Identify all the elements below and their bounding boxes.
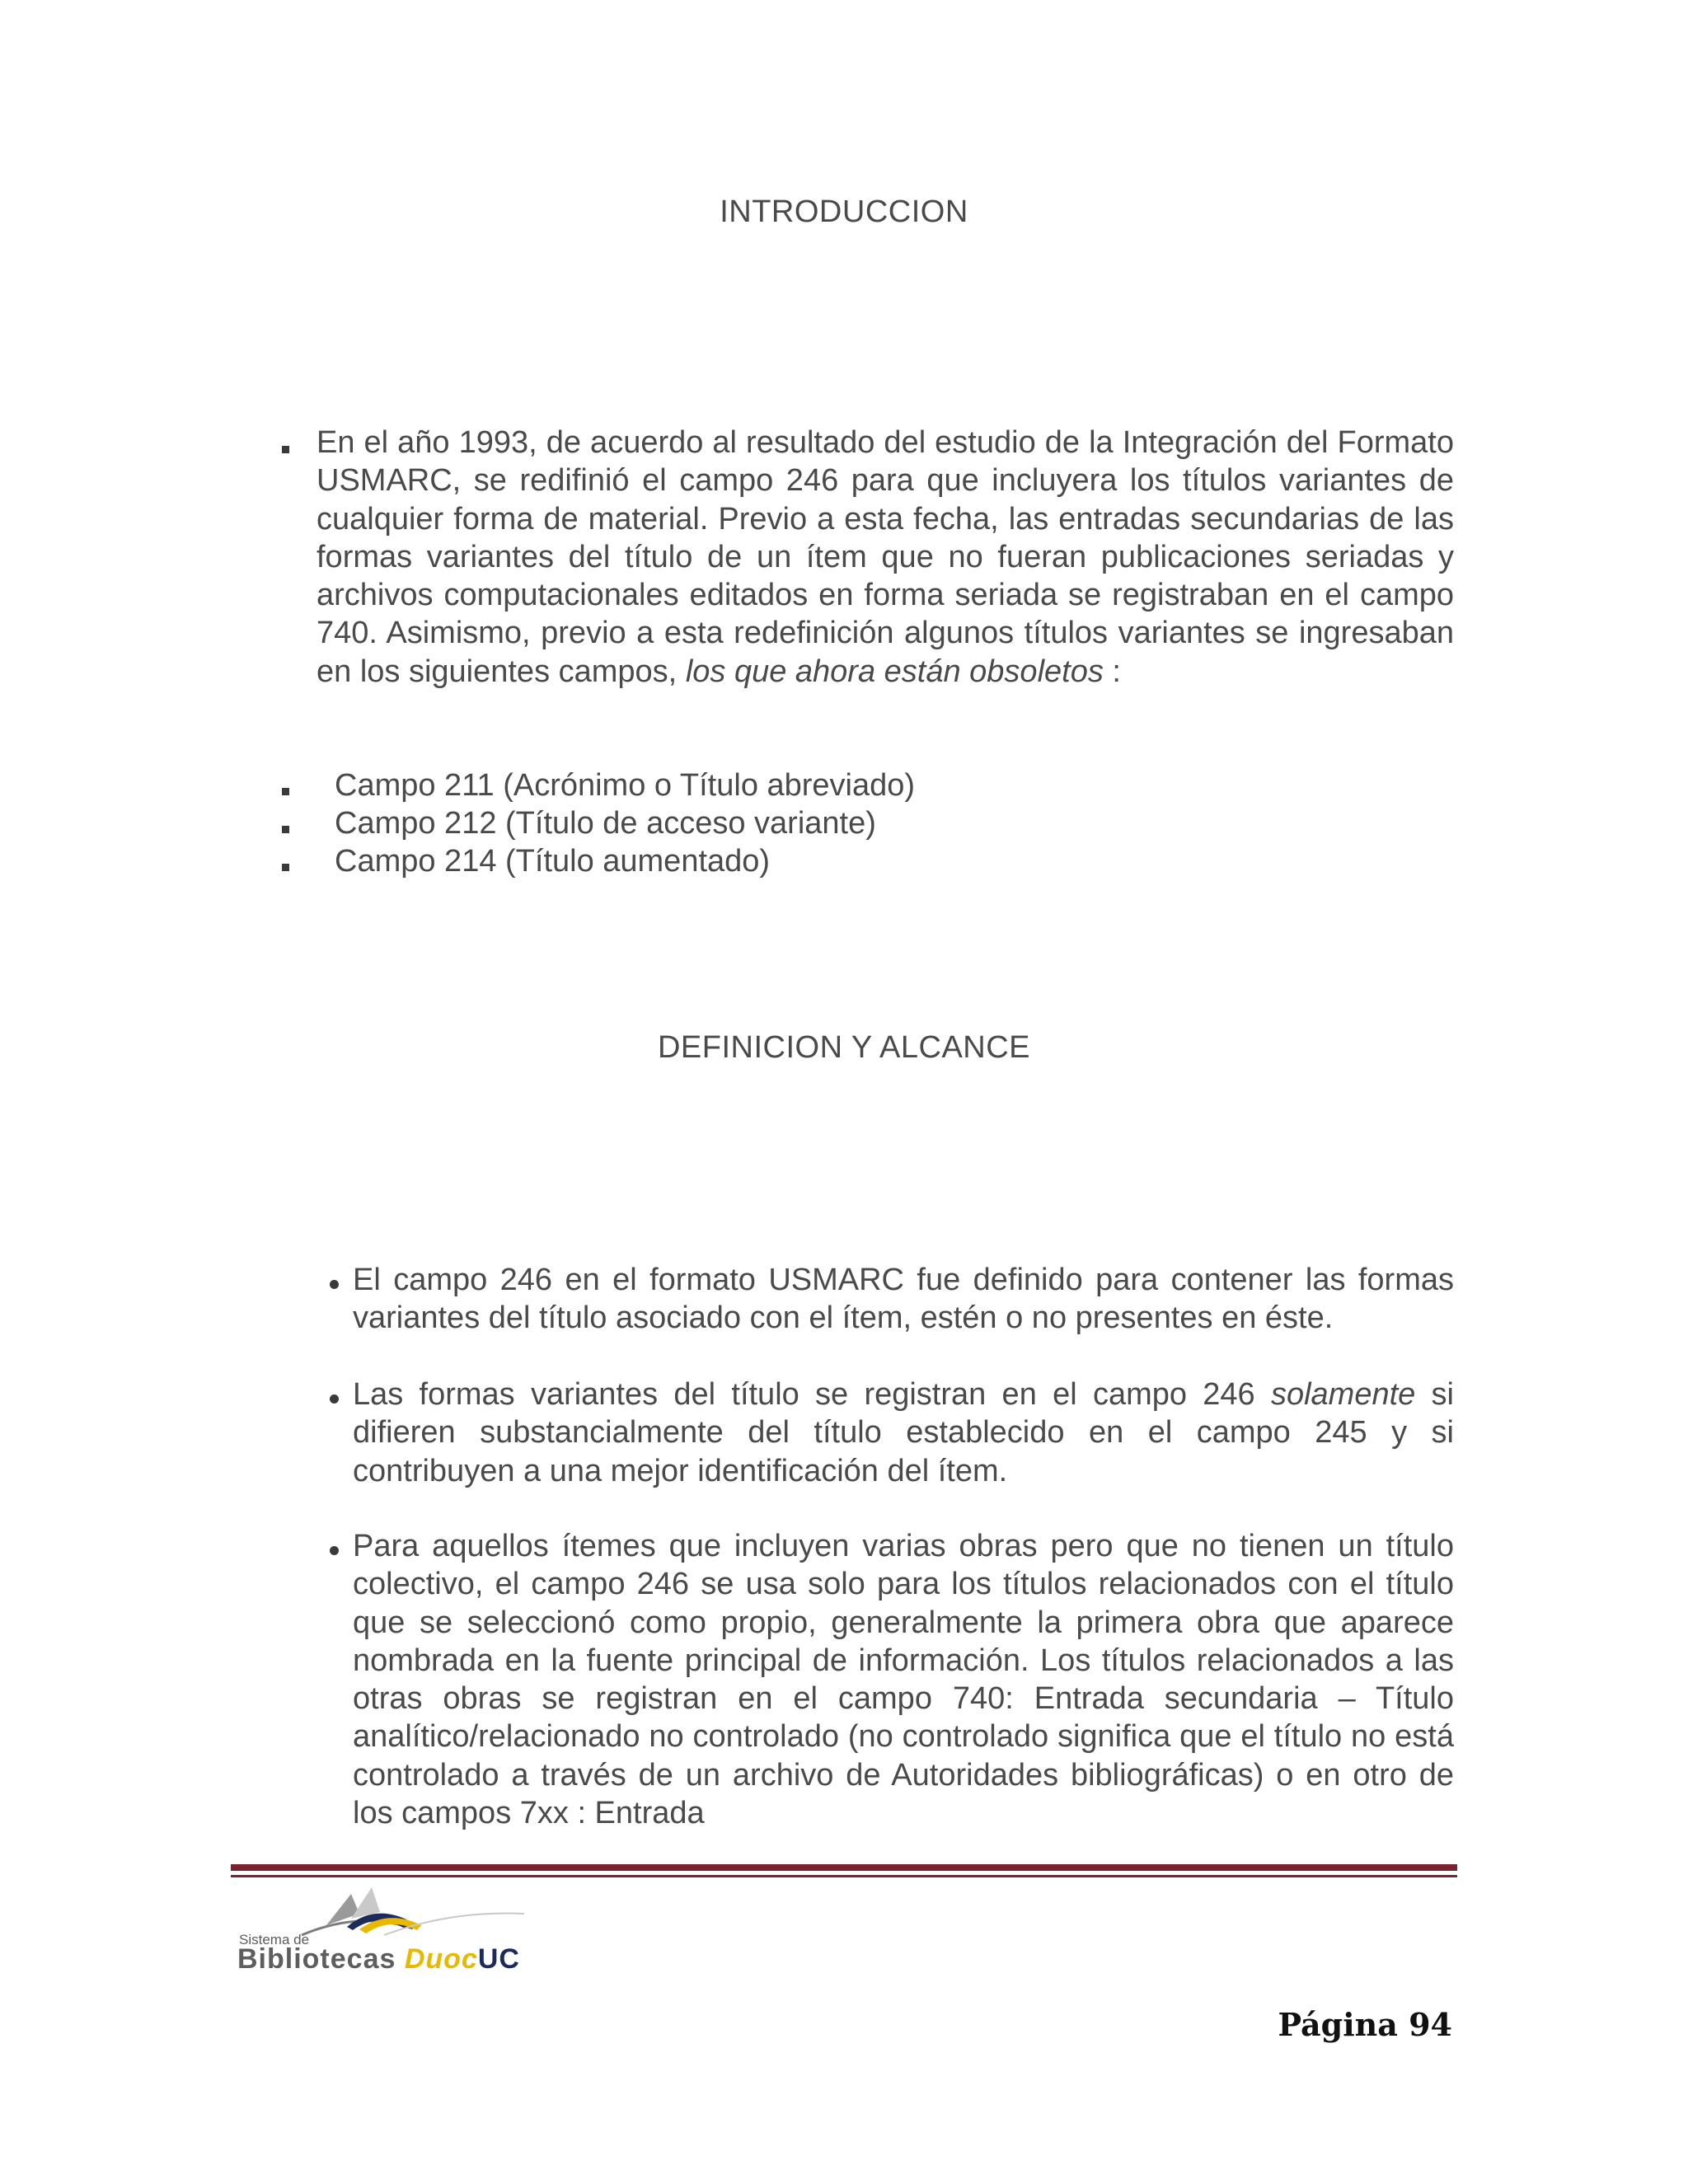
- logo-wordmark: [237, 1943, 520, 1975]
- square-bullet-icon: [282, 826, 289, 833]
- definition-item: Para aquellos ítemes que incluyen varias obras pero que no tienen un título colectivo, el campo 246 se usa solo para los títulos relacionados con el título que se seleccionó como propio, generalmente la primera obra que aparece nombrada en la fuente principal de información. Los títulos relacionados a las otras obras se registran en el campo 740: Entrada secundaria – Título analítico/relacionado no controlado (no controlado significa que el título no está controlado a través de un archivo de Autoridades bibliográficas) o en otro de los campos 7xx : Entrada: [353, 1529, 1454, 1831]
- field-list-item: Campo 211 (Acrónimo o Título abreviado): [335, 768, 916, 803]
- footer-divider: [231, 1864, 1457, 1871]
- section-heading-definicion: DEFINICION Y ALCANCE: [657, 1030, 1031, 1065]
- logo-small-text: Sistema de: [239, 1932, 310, 1947]
- logo-uc: UC: [477, 1943, 520, 1975]
- intro-paragraph-text: En el año 1993, de acuerdo al resultado del estudio de la Integración del Formato USMARC, se redifinió el campo 246 para que incluyera los títulos variantes de cualquier forma de material. Previo a esta fecha, las entradas secundarias de las formas variantes del título de un ítem que no fueran publicaciones seriadas y archivos computacionales editados en forma seriada se registraban en el campo 740. Asimismo, previo a esta redefinición algunos títulos variantes se ingresaban en los siguientes campos,: [316, 425, 1454, 689]
- field-list-item: Campo 214 (Título aumentado): [335, 844, 771, 879]
- logo-bibliotecas: Bibliotecas: [237, 1943, 396, 1975]
- definition-item: El campo 246 en el formato USMARC fue definido para contener las formas variantes del título asociado con el ítem, estén o no presentes en éste.: [353, 1263, 1454, 1336]
- definition-item-italic: solamente: [1270, 1377, 1416, 1412]
- square-bullet-icon: [282, 788, 289, 795]
- page-number: Página 94: [1278, 2006, 1452, 2043]
- logo-duoc: Duoc: [404, 1943, 478, 1975]
- intro-paragraph: [316, 424, 1454, 691]
- intro-paragraph-end: :: [1103, 654, 1121, 689]
- definition-item: [353, 1376, 1454, 1490]
- round-bullet-icon: [330, 1546, 339, 1555]
- round-bullet-icon: [330, 1394, 339, 1404]
- round-bullet-icon: [330, 1280, 339, 1289]
- definition-item-text-a: Las formas variantes del título se registran en el campo 246: [353, 1377, 1271, 1412]
- sistema-bibliotecas-logo: [236, 1877, 582, 1976]
- square-bullet-icon: [282, 864, 289, 871]
- square-bullet-icon: [282, 446, 289, 453]
- section-heading-introduccion: INTRODUCCION: [720, 194, 968, 229]
- intro-paragraph-italic: los que ahora están obsoletos: [685, 654, 1104, 689]
- definition-item-text-b: si difieren substancialmente del título establecido en el campo 245 y si contribuyen a una mejor identificación del ítem.: [353, 1377, 1454, 1488]
- field-list-item: Campo 212 (Título de acceso variante): [335, 806, 876, 841]
